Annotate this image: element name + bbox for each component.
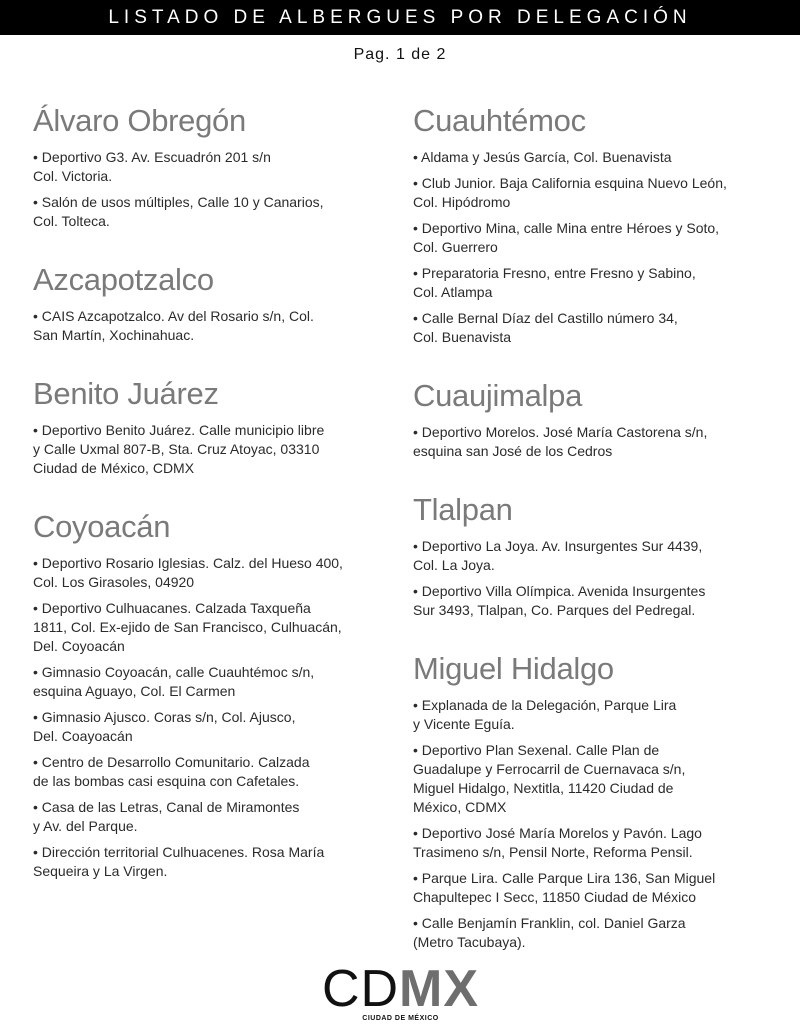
shelter-entry [33,843,378,881]
shelter-entry-line: Col. Hipódromo [413,194,511,210]
shelter-list [33,421,378,478]
shelter-entry-line: Sequeira y La Virgen. [33,863,168,879]
shelter-entry-line: Deportivo Rosario Iglesias. Calz. del Hueso 400, [41,555,343,571]
document-title-banner [0,0,800,35]
shelter-entry [33,193,378,231]
shelter-entry [413,914,773,952]
shelter-entry [33,307,378,345]
shelter-entry-line: Gimnasio Coyoacán, calle Cuauhtémoc s/n, [41,664,315,680]
shelter-entry [33,753,378,791]
shelter-entry-line: Col. Guerrero [413,239,498,255]
shelter-entry-line: Deportivo Mina, calle Mina entre Héroes y Soto, [421,220,720,236]
section [413,375,773,461]
shelter-list [413,537,773,620]
section-heading: Miguel Hidalgo [413,651,614,686]
shelter-list [33,148,378,231]
shelter-entry [413,264,773,302]
shelter-entry-line: y Vicente Eguía. [413,716,515,732]
shelter-entry [413,148,773,167]
shelter-entry-line: México, CDMX [413,799,507,815]
shelter-entry [33,554,378,592]
shelter-entry-line: y Calle Uxmal 807-B, Sta. Cruz Atoyac, 03310 [33,441,320,457]
section-heading: Tlalpan [413,492,513,527]
shelter-entry-line: Casa de las Letras, Canal de Miramontes [41,799,300,815]
shelter-entry-line: Col. La Joya. [413,557,495,573]
shelter-list [413,696,773,952]
shelter-entry-line: San Martín, Xochinahuac. [33,327,195,343]
shelter-entry-line: Preparatoria Fresno, entre Fresno y Sabino, [421,265,696,281]
shelter-entry [413,423,773,461]
shelter-entry-line: Deportivo José María Morelos y Pavón. Lago [421,825,702,841]
shelter-entry-line: Calle Benjamín Franklin, col. Daniel Garza [421,915,686,931]
shelter-entry [33,421,378,478]
shelter-entry-line: Col. Tolteca. [33,213,110,229]
shelter-entry [33,599,378,656]
logo-part-cd: CD [321,960,400,1018]
logo-mark [318,960,483,1018]
shelter-entry-line: Miguel Hidalgo, Nextitla, 11420 Ciudad de [413,780,674,796]
shelter-entry [413,537,773,575]
section [33,259,378,345]
shelter-entry-line: Aldama y Jesús García, Col. Buenavista [421,149,672,165]
shelter-entry-line: Col. Buenavista [413,329,512,345]
shelter-entry-line: Col. Victoria. [33,168,113,184]
shelter-entry-line: Deportivo Benito Juárez. Calle municipio libre [41,422,325,438]
shelter-entry-line: 1811, Col. Ex-ejido de San Francisco, Culhuacán, [33,619,342,635]
shelter-entry-line: Deportivo Morelos. José María Castorena s/n, [421,424,708,440]
shelter-entry-line: (Metro Tacubaya). [413,934,526,950]
section [413,489,773,620]
shelter-entry [33,798,378,836]
shelter-entry [33,663,378,701]
shelter-entry [33,148,378,186]
shelter-entry [413,824,773,862]
section-heading: Álvaro Obregón [33,103,246,138]
shelter-entry-line: esquina Aguayo, Col. El Carmen [33,683,236,699]
shelter-entry [413,174,773,212]
shelter-entry [413,869,773,907]
shelter-entry-line: Explanada de la Delegación, Parque Lira [421,697,677,713]
shelter-entry-line: de las bombas casi esquina con Cafetales. [33,773,300,789]
section [413,100,773,347]
section-heading: Cuaujimalpa [413,378,583,413]
shelter-entry-line: Del. Coayoacán [33,728,133,744]
shelter-list [33,554,378,881]
shelter-entry-line: Sur 3493, Tlalpan, Co. Parques del Pedregal. [413,602,696,618]
section-heading: Cuauhtémoc [413,103,586,138]
shelter-entry-line: Dirección territorial Culhuacenes. Rosa María [41,844,325,860]
shelter-entry [413,582,773,620]
left-column [33,100,378,909]
shelter-entry-line: Deportivo Culhuacanes. Calzada Taxqueña [41,600,311,616]
shelter-entry-line: Salón de usos múltiples, Calle 10 y Canarios, [41,194,324,210]
shelter-list [413,148,773,347]
shelter-entry-line: Gimnasio Ajusco. Coras s/n, Col. Ajusco, [41,709,296,725]
shelter-entry-line: Col. Los Girasoles, 04920 [33,574,195,590]
document-title: LISTADO DE ALBERGUES POR DELEGACIÓN [108,6,692,28]
shelter-entry-line: Chapultepec I Secc, 11850 Ciudad de México [413,889,697,905]
shelter-entry-line: CAIS Azcapotzalco. Av del Rosario s/n, Col. [41,308,314,324]
shelter-entry [413,309,773,347]
shelter-list [33,307,378,345]
shelter-entry [33,708,378,746]
section [413,648,773,952]
right-column [413,100,773,980]
section [33,506,378,881]
shelter-entry [413,696,773,734]
shelter-entry-line: Del. Coyoacán [33,638,125,654]
section [33,373,378,478]
shelter-entry-line: esquina san José de los Cedros [413,443,613,459]
shelter-entry-line: Deportivo La Joya. Av. Insurgentes Sur 4439, [421,538,703,554]
shelter-entry [413,741,773,817]
logo-subtitle: CIUDAD DE MÉXICO [362,1015,439,1022]
section-heading: Coyoacán [33,509,171,544]
section [33,100,378,231]
shelter-entry-line: Calle Bernal Díaz del Castillo número 34, [421,310,678,326]
shelter-entry-line: Deportivo Villa Olímpica. Avenida Insurgentes [421,583,706,599]
shelter-entry-line: Club Junior. Baja California esquina Nuevo León, [421,175,727,191]
shelter-entry-line: Trasimeno s/n, Pensil Norte, Reforma Pensil. [413,844,693,860]
shelter-entry-line: Guadalupe y Ferrocarril de Cuernavaca s/n, [413,761,686,777]
shelter-entry-line: Centro de Desarrollo Comunitario. Calzada [41,754,310,770]
shelter-entry [413,219,773,257]
shelter-entry-line: Deportivo Plan Sexenal. Calle Plan de [421,742,660,758]
section-heading: Benito Juárez [33,376,219,411]
page-number: Pag. 1 de 2 [353,46,447,63]
shelter-entry-line: Deportivo G3. Av. Escuadrón 201 s/n [41,149,271,165]
section-heading: Azcapotzalco [33,262,214,297]
shelter-entry-line: Ciudad de México, CDMX [33,460,195,476]
shelter-entry-line: Col. Atlampa [413,284,493,300]
shelter-entry-line: y Av. del Parque. [33,818,138,834]
shelter-entry-line: Parque Lira. Calle Parque Lira 136, San Miguel [421,870,716,886]
shelter-list [413,423,773,461]
cdmx-logo [318,960,483,1022]
logo-part-mx: MX [399,960,480,1018]
